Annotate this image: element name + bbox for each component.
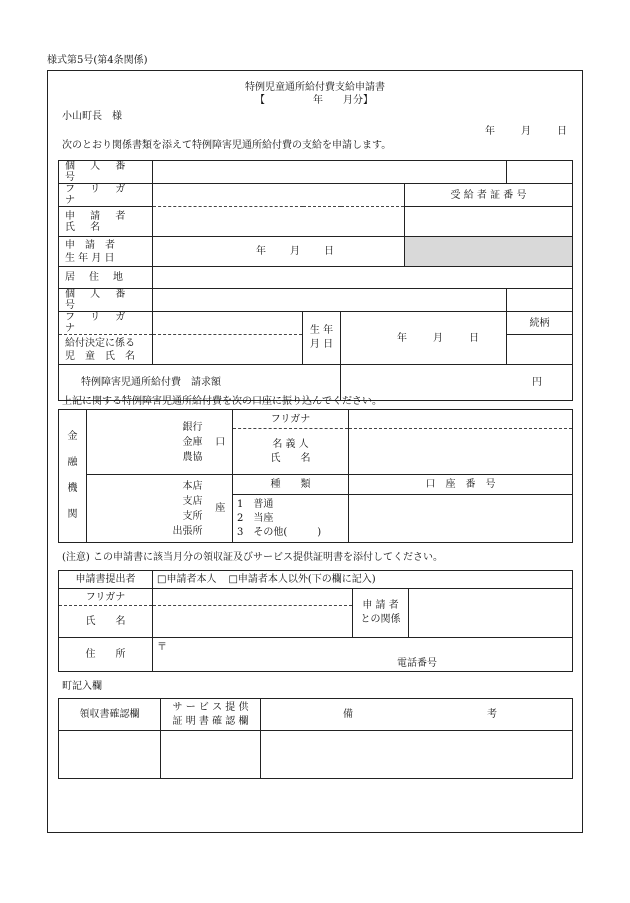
service-check-input[interactable] — [161, 731, 261, 779]
form-title: 特例児童通所給付費支給申請書 — [245, 82, 385, 93]
child-personal-no-label: 個 人 番 号 — [59, 289, 153, 312]
child-name-label: 給付決定に係る 児 童 氏 名 — [59, 335, 153, 365]
bank-type[interactable]: 銀行 金庫 農協 — [87, 410, 209, 475]
period-month: 月分】 — [343, 95, 373, 106]
period-open: 【 — [255, 95, 265, 106]
address-label: 居 住 地 — [59, 267, 153, 289]
cert-no-label: 受 給 者 証 番 号 — [405, 184, 573, 207]
account-kind-options[interactable]: 1 普通 2 当座 3 その他( ) — [233, 495, 349, 543]
birth-label: 申 請 者 生 年 月 日 — [59, 237, 153, 267]
sub-address-label: 住 所 — [59, 638, 153, 672]
form-number: 様式第5号(第4条関係) — [47, 55, 148, 66]
claim-label: 特例障害児通所給付費 請求額 — [59, 365, 341, 401]
note-text: (注意) この申請書に該当月分の領収証及びサービス提供証明書を添付してください。 — [62, 552, 443, 563]
service-check-label: サ ー ビ ス 提 供 証 明 書 確 認 欄 — [161, 699, 261, 731]
holder-furigana-label: フリガナ — [233, 410, 349, 429]
kind-label: 種 類 — [233, 475, 349, 495]
submitter-table — [58, 570, 573, 672]
bank-side-label: 金 融 機 関 — [59, 410, 87, 543]
holder-furigana-input[interactable] — [349, 410, 573, 429]
intro-text: 次のとおり関係書類を添えて特例障害児通所給付費の支給を申請します。 — [62, 140, 392, 151]
sub-name-input[interactable] — [153, 606, 353, 638]
child-birth-label: 生 年 月 日 — [303, 312, 341, 365]
opt-other-checkbox[interactable]: □申請者本人以外(下の欄に記入) — [228, 574, 376, 585]
addressee: 小山町長 様 — [62, 111, 122, 122]
date-month: 月 — [521, 126, 531, 137]
furigana-label: フ リ ガ ナ — [59, 184, 153, 207]
remarks-label: 備 考 — [261, 699, 573, 731]
sub-furigana-label: フリガナ — [59, 589, 153, 606]
bank-table — [58, 409, 573, 543]
submitter-label: 申請書提出者 — [59, 571, 153, 589]
koza-char-1: 口 — [209, 410, 233, 475]
holder-name-input[interactable] — [349, 429, 573, 475]
remarks-input[interactable] — [261, 731, 573, 779]
relation-to-applicant-label: 申 請 者 との関係 — [353, 589, 409, 638]
account-no-boxes[interactable] — [349, 495, 573, 543]
receipt-check-label: 領収書確認欄 — [59, 699, 161, 731]
child-name-input[interactable] — [153, 335, 303, 365]
transfer-text: 上記に関する特例障害児通所給付費を次の口座に振り込んでください。 — [62, 396, 382, 407]
sub-address-input[interactable] — [153, 638, 573, 672]
account-no-label: 口 座 番 号 — [349, 475, 573, 495]
applicant-table — [58, 160, 573, 401]
branch-type[interactable]: 本店 支店 支所 出張所 — [87, 475, 209, 543]
submitter-options — [153, 571, 573, 589]
relation-input[interactable] — [507, 335, 573, 365]
furigana-input[interactable] — [153, 184, 405, 207]
personal-no-label: 個 人 番 号 — [59, 161, 153, 184]
child-furigana-label: フ リ ガ ナ — [59, 312, 153, 335]
name-input[interactable] — [153, 207, 405, 237]
sub-name-label: 氏 名 — [59, 606, 153, 638]
period-year: 年 — [313, 95, 323, 106]
address-input[interactable] — [153, 267, 573, 289]
relation-to-applicant-input[interactable] — [409, 589, 573, 638]
sub-furigana-input[interactable] — [153, 589, 353, 606]
child-birth-input[interactable]: 年 月 日 — [341, 312, 507, 365]
receipt-check-input[interactable] — [59, 731, 161, 779]
holder-name-label: 名 義 人 氏 名 — [233, 429, 349, 475]
cert-no-boxes[interactable] — [405, 207, 573, 237]
koza-char-2: 座 — [209, 475, 233, 543]
postal-mark: 〒 — [157, 642, 167, 653]
child-personal-no-boxes[interactable] — [153, 289, 507, 312]
gray-block — [405, 237, 573, 267]
date-year: 年 — [485, 126, 495, 137]
date-day: 日 — [557, 126, 567, 137]
town-heading: 町記入欄 — [62, 681, 102, 692]
town-table — [58, 698, 573, 779]
child-furigana-input[interactable] — [153, 312, 303, 335]
relation-label: 続柄 — [507, 312, 573, 335]
birth-input[interactable]: 年 月 日 — [153, 237, 405, 267]
personal-no-boxes[interactable] — [153, 161, 507, 184]
phone-label: 電話番号 — [397, 658, 437, 669]
name-label: 申 請 者 氏 名 — [59, 207, 153, 237]
opt-self-checkbox[interactable]: □申請者本人 — [157, 574, 217, 585]
claim-unit: 円 — [532, 377, 542, 388]
